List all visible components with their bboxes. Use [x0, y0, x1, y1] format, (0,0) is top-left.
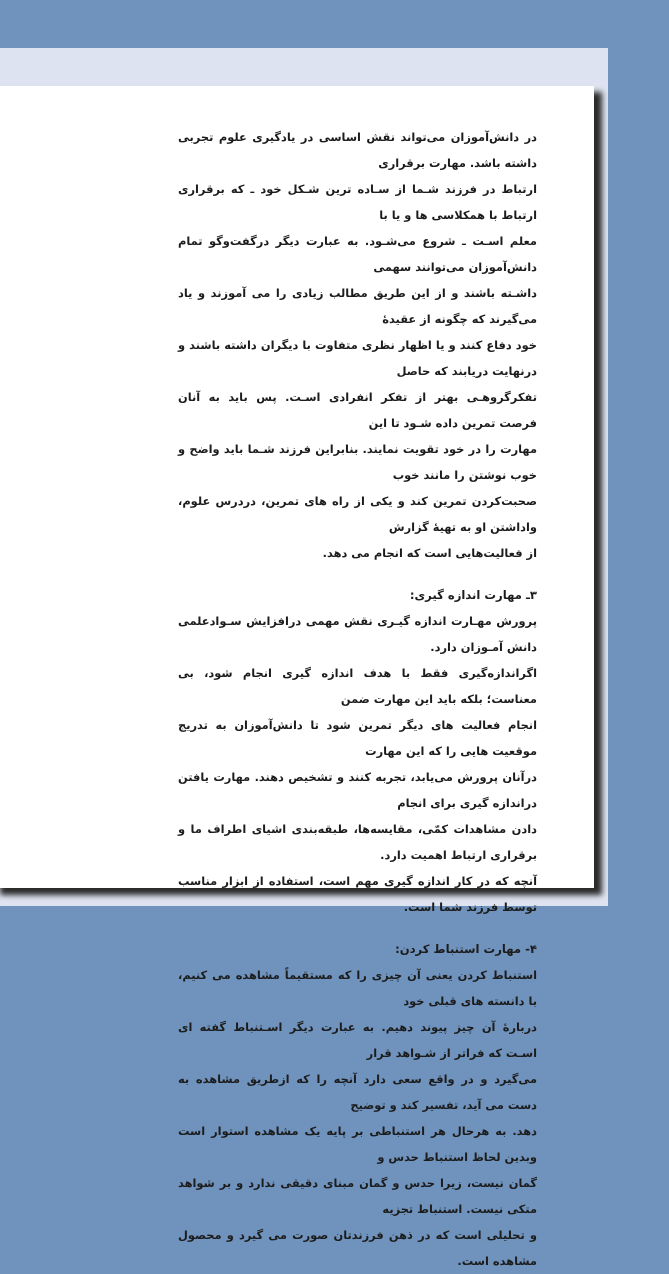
- text-line: دادن مشاهدات کمّی، مقایسه‌ها، طبقه‌بندی اشیای اطراف ما و برقراری ارتباط اهمیت دارد.: [178, 822, 537, 862]
- section-measurement: [178, 582, 537, 920]
- text-line: از فعالیت‌هایی است که انجام می دهد.: [322, 546, 537, 560]
- text-line: مهارت را در خود تقویت نمایند. بنابراین فرزند شـما باید واضح و خوب نوشتن را مانند خوب: [178, 442, 537, 482]
- text-line: گمان نیست، زیرا حدس و گمان مبنای دقیقی ندارد و بر شواهد متکی نیست. استنباط تجزیه: [178, 1176, 537, 1216]
- section-inference: [178, 936, 537, 1274]
- section-paragraph: [178, 608, 537, 920]
- section-heading: ۳ـ مهارت اندازه گیری:: [409, 588, 537, 602]
- text-line: پرورش مهـارت اندازه گیـری نقش مهمی درافزایش سـوادعلمی دانش آمـوزان دارد.: [178, 614, 537, 654]
- text-line: خود دفاع کنند و یا اظهار نظری متفاوت با دیگران داشته باشند و درنهایت دریابند که حاصل: [178, 338, 537, 378]
- text-line: دربارهٔ آن چیز پیوند دهیم. به عبارت دیگر اسـتنباط گفته ای اسـت که فراتر از شـواهد قرار: [178, 1020, 537, 1060]
- text-line: درآنان پرورش می‌یابد، تجربه کنند و تشخیص دهند. مهارت یافتن دراندازه گیری برای انجام: [178, 770, 537, 810]
- text-line: می‌گیرد و در واقع سعی دارد آنچه را که ازطریق مشاهده به دست می آید، تفسیر کند و توضیح: [178, 1072, 537, 1112]
- text-line: استنباط کردن یعنی آن چیزی را که مستقیماً مشاهده می کنیم، با دانسته های قبلی خود: [178, 968, 537, 1008]
- text-line: ارتباط در فرزند شـما از سـاده ترین شـکل خود ـ که برقراری ارتباط با همکلاسی ها و یا با: [178, 182, 537, 222]
- text-line: داشـته باشند و از این طریق مطالب زیادی را می آموزند و یاد می‌گیرند که چگونه از عقیدهٔ: [178, 286, 537, 326]
- text-line: تفکرگروهـی بهتر از تفکر انفرادی اسـت. پس باید به آنان فرصت تمرین داده شـود تا این: [178, 390, 537, 430]
- document-page: [0, 86, 594, 1268]
- text-line: انجام فعالیت های دیگر تمرین شود تا دانش‌آموزان به تدریج موقعیت هایی را که این مهارت: [178, 718, 537, 758]
- page-content: [178, 124, 537, 1274]
- text-line: آنچه که در کار اندازه گیری مهم است، استفاده از ابزار مناسب توسط فرزند شما است.: [178, 874, 537, 914]
- intro-paragraph: [178, 124, 537, 566]
- section-heading: ۴- مهارت استنباط کردن:: [395, 942, 537, 956]
- text-line: دهد. به هرحال هر استنباطی بر پایه یک مشاهده استوار است وبدین لحاظ استنباط حدس و: [178, 1124, 537, 1164]
- text-line: و تحلیلی است که در ذهن فرزندتان صورت می گیرد و محصول مشاهده است.: [178, 1228, 537, 1268]
- text-line: اگراندازه‌گیری فقط با هدف اندازه گیری انجام شود، بی معناست؛ بلکه باید این مهارت ضمن: [178, 666, 537, 706]
- text-line: در دانش‌آموزان می‌تواند نقش اساسی در یادگیری علوم تجربی داشته باشد. مهارت برقراری: [178, 130, 537, 170]
- text-line: صحبت‌کردن تمرین کند و یکی از راه های تمرین، دردرس علوم، واداشتن او به تهیهٔ گزارش: [178, 494, 537, 534]
- text-line: معلم اسـت ـ شروع می‌شـود. به عبارت دیگر درگفت‌وگو تمام دانش‌آموزان می‌توانند سهمی: [178, 234, 537, 274]
- section-paragraph: [178, 962, 537, 1274]
